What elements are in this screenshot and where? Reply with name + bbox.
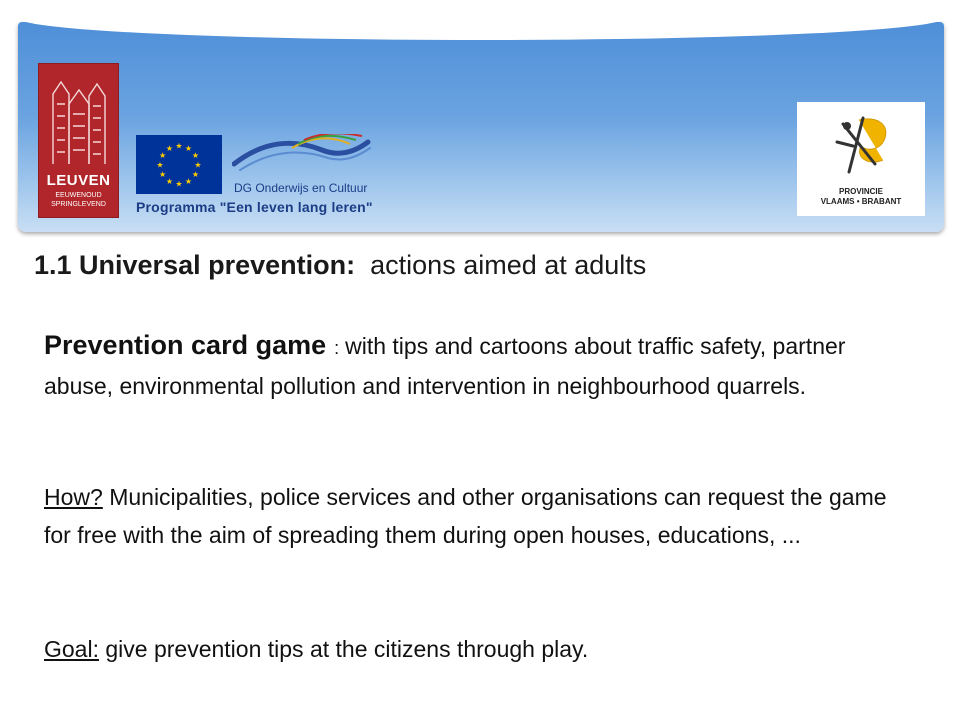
leuven-logo: [38, 63, 119, 218]
eu-star-icon: ★: [175, 179, 183, 189]
eu-star-icon: ★: [158, 170, 167, 179]
province-emblem-icon: [797, 102, 925, 182]
paragraph-how: [44, 478, 914, 554]
eu-star-icon: ★: [175, 141, 183, 151]
eu-star-icon: ★: [191, 151, 200, 160]
eu-star-icon: ★: [184, 176, 193, 186]
goal-text: give prevention tips at the citizens through play.: [105, 636, 589, 662]
section-title: [34, 250, 646, 281]
dg-label: DG Onderwijs en Cultuur: [234, 181, 368, 195]
section-title-bold: 1.1 Universal prevention:: [34, 250, 356, 280]
leuven-name: LEUVEN: [46, 172, 111, 189]
province-line-1: PROVINCIE: [838, 187, 883, 196]
province-line-2: VLAAMS • BRABANT: [820, 197, 902, 206]
eu-flag-icon: [136, 135, 222, 194]
paragraph-goal: [44, 630, 914, 668]
province-logo: [797, 102, 925, 216]
eu-star-icon: ★: [165, 176, 174, 186]
paragraph-card-game: [44, 326, 914, 405]
programme-bird-icon: [232, 134, 372, 180]
leuven-tagline-2: SPRINGLEVEND: [51, 201, 106, 208]
programme-label: Programma "Een leven lang leren": [136, 199, 373, 215]
eu-star-icon: ★: [184, 144, 193, 154]
leuven-tagline-1: EEUWENOUD: [55, 192, 102, 199]
how-text: Municipalities, police services and other organisations can request the game for free with the aim of spreading them during open houses, educations, ...: [44, 484, 887, 548]
eu-star-icon: ★: [156, 160, 164, 170]
section-title-rest: actions aimed at adults: [370, 250, 647, 280]
eu-star-icon: ★: [165, 144, 174, 154]
card-game-colon: :: [334, 338, 340, 358]
eu-star-icon: ★: [191, 170, 200, 179]
how-label: How?: [44, 484, 103, 510]
eu-star-icon: ★: [194, 160, 202, 170]
card-game-text: with tips and cartoons about traffic safety, partner abuse, environmental pollution and intervention in neighbourhood quarrels.: [44, 333, 846, 399]
eu-star-icon: ★: [158, 151, 167, 160]
goal-label: Goal:: [44, 636, 99, 662]
card-game-lead: Prevention card game: [44, 330, 327, 360]
